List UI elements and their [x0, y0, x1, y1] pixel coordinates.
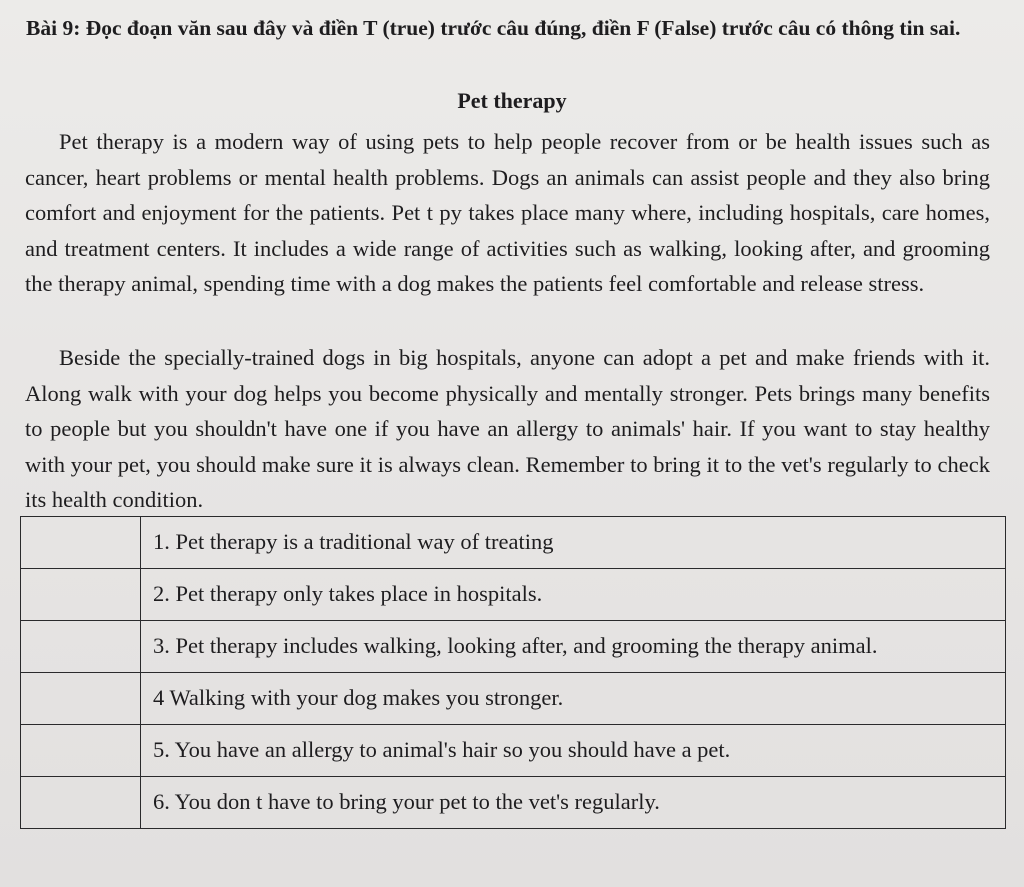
- answer-cell-3[interactable]: [21, 621, 141, 673]
- answer-cell-2[interactable]: [21, 569, 141, 621]
- answer-cell-1[interactable]: [21, 517, 141, 569]
- table-row: [21, 725, 1006, 777]
- answer-cell-4[interactable]: [21, 673, 141, 725]
- table-row: [21, 777, 1006, 829]
- table-row: [21, 621, 1006, 673]
- passage-paragraph-1: Pet therapy is a modern way of using pets to help people recover from or be health issues such as cancer, heart problems or mental health problems. Dogs an animals can assist people and they also bring comfort and enjoyment for the patients. Pet t py takes place many where, including hospitals, care homes, and treatment centers. It includes a wide range of activities such as walking, looking after, and grooming the therapy animal, spending time with a dog makes the patients feel comfortable and release stress.: [25, 129, 990, 296]
- statement-6: 6. You don t have to bring your pet to the vet's regularly.: [141, 777, 1006, 829]
- passage-paragraph-2: Beside the specially-trained dogs in big hospitals, anyone can adopt a pet and make friends with it. Along walk with your dog helps you become physically and mentally stronger. Pets brings many benefits to people but you shouldn't have one if you have an allergy to animals' hair. If you want to stay healthy with your pet, you should make sure it is always clean. Remember to bring it to the vet's regularly to check its health condition.: [25, 345, 990, 512]
- table-row: [21, 673, 1006, 725]
- statement-2: 2. Pet therapy only takes place in hospitals.: [141, 569, 1006, 621]
- true-false-table: [20, 516, 1006, 829]
- statement-3: 3. Pet therapy includes walking, looking after, and grooming the therapy animal.: [141, 621, 1006, 673]
- statement-1: 1. Pet therapy is a traditional way of treating: [141, 517, 1006, 569]
- exercise-heading: Bài 9: Đọc đoạn văn sau đây và điền T (true) trước câu đúng, điền F (False) trước câu có thông tin sai.: [26, 16, 961, 40]
- passage-title: Pet therapy: [457, 88, 567, 113]
- statement-5: 5. You have an allergy to animal's hair so you should have a pet.: [141, 725, 1006, 777]
- statement-4: 4 Walking with your dog makes you stronger.: [141, 673, 1006, 725]
- answer-cell-6[interactable]: [21, 777, 141, 829]
- answer-cell-5[interactable]: [21, 725, 141, 777]
- table-row: [21, 569, 1006, 621]
- table-row: [21, 517, 1006, 569]
